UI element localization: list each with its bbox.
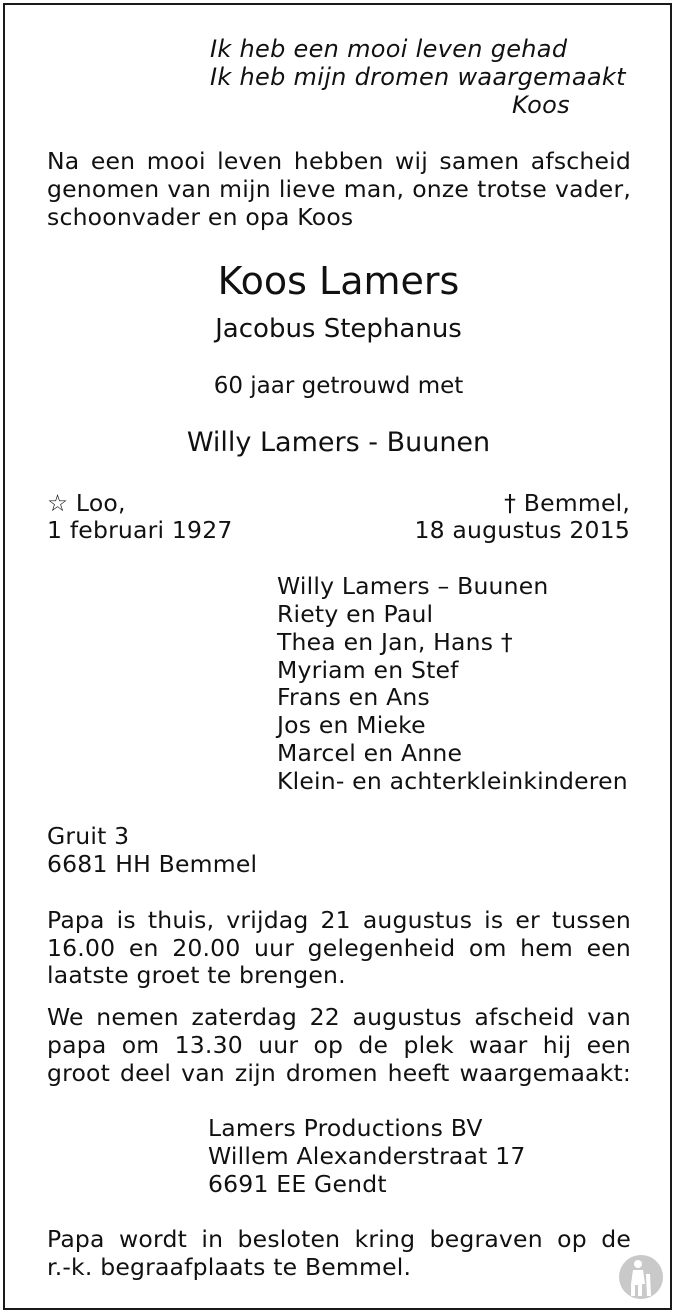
- farewell-line-3: groot deel van zijn dromen heeft waargemaakt:: [47, 1059, 631, 1087]
- poem-line-2: Ik heb mijn dromen waargemaakt: [210, 63, 626, 91]
- family-member: Willy Lamers – Buunen: [277, 572, 549, 600]
- death-date: 18 augustus 2015: [414, 516, 630, 544]
- married-text: 60 jaar getrouwd met: [213, 373, 464, 399]
- intro-line-3: schoonvader en opa Koos: [47, 203, 354, 231]
- poem-signature: Koos: [512, 91, 570, 119]
- venue-city: 6691 EE Gendt: [208, 1170, 387, 1198]
- family-member: Frans en Ans: [277, 683, 430, 711]
- deceased-full-name: Jacobus Stephanus: [215, 314, 462, 344]
- burial-line-1: Papa wordt in besloten kring begraven op de: [47, 1225, 631, 1253]
- deceased-name: Koos Lamers: [217, 259, 460, 303]
- partner-name: Willy Lamers - Buunen: [186, 427, 491, 458]
- poem-line-1: Ik heb een mooi leven gehad: [210, 35, 568, 63]
- family-member: Klein- en achterkleinkinderen: [277, 767, 628, 795]
- visit-line-2: 16.00 en 20.00 uur gelegenheid om hem een: [47, 934, 631, 962]
- venue-name: Lamers Productions BV: [208, 1114, 483, 1142]
- farewell-line-2: papa om 13.30 uur op de plek waar hij een: [47, 1031, 631, 1059]
- intro-line-1: Na een mooi leven hebben wij samen afscheid: [47, 147, 631, 175]
- venue-street: Willem Alexanderstraat 17: [208, 1142, 526, 1170]
- intro-line-2: genomen van mijn lieve man, onze trotse vader,: [47, 175, 631, 203]
- birth-date: 1 februari 1927: [47, 516, 233, 544]
- family-member: Marcel en Anne: [277, 739, 463, 767]
- address-street: Gruit 3: [47, 822, 130, 850]
- visit-line-1: Papa is thuis, vrijdag 21 augustus is er tussen: [47, 906, 631, 934]
- family-member: Jos en Mieke: [277, 711, 426, 739]
- family-member: Thea en Jan, Hans †: [277, 628, 513, 656]
- burial-line-2: r.-k. begraafplaats te Bemmel.: [47, 1253, 412, 1281]
- address-city: 6681 HH Bemmel: [47, 850, 258, 878]
- family-member: Riety en Paul: [277, 600, 434, 628]
- memorial-figure-icon: [618, 1254, 664, 1300]
- farewell-line-1: We nemen zaterdag 22 augustus afscheid van: [47, 1003, 631, 1031]
- birth-place: ☆ Loo,: [47, 489, 126, 517]
- family-member: Myriam en Stef: [277, 656, 459, 684]
- death-place: † Bemmel,: [504, 489, 630, 517]
- visit-line-3: laatste groet te brengen.: [47, 961, 346, 989]
